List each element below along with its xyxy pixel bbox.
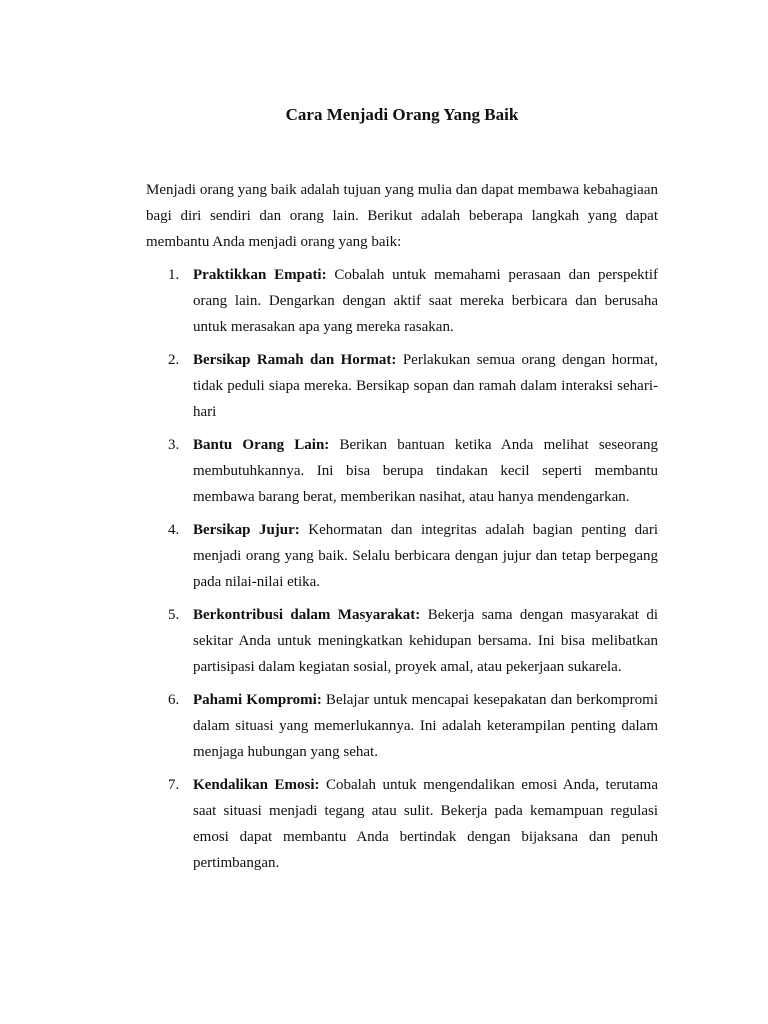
list-item-number: 1. [168, 267, 180, 283]
list-item-text: Cobalah untuk memahami perasaan dan perspektif orang lain. Dengarkan dengan aktif saat mereka berbicara dan berusaha untuk merasakan apa yang mereka rasakan. [193, 267, 658, 335]
list-item-text: Berikan bantuan ketika Anda melihat seseorang membutuhkannya. Ini bisa berupa tindakan kecil seperti membantu membawa barang berat, memberikan nasihat, atau hanya mendengarkan. [193, 437, 658, 505]
list-item-content [193, 262, 658, 340]
list-item-number: 2. [168, 352, 180, 368]
list-item-content [193, 432, 658, 510]
list-item-number: 5. [168, 607, 180, 623]
list-item-content [193, 347, 658, 425]
list-item-text: Belajar untuk mencapai kesepakatan dan berkompromi dalam situasi yang memerlukannya. Ini adalah keterampilan penting dalam menjaga hubungan yang sehat. [193, 692, 659, 760]
list-item [146, 772, 658, 876]
intro-paragraph: Menjadi orang yang baik adalah tujuan yang mulia dan dapat membawa kebahagiaan bagi diri sendiri dan orang lain. Berikut adalah beberapa langkah yang dapat membantu Anda menjadi orang yang baik: [146, 182, 658, 250]
list-item-lead: Bantu Orang Lain: [193, 437, 330, 453]
list-item-lead: Berkontribusi dalam Masyarakat: [193, 607, 421, 623]
list-item-number: 4. [168, 522, 180, 538]
document-title: Cara Menjadi Orang Yang Baik [285, 105, 519, 124]
list-item-lead: Pahami Kompromi: [193, 692, 322, 708]
list-item [146, 262, 658, 340]
list-item-content [193, 772, 658, 876]
list-item-lead: Kendalikan Emosi: [193, 777, 320, 793]
list-item-text: Bekerja sama dengan masyarakat di sekitar Anda untuk meningkatkan kehidupan bersama. Ini bisa melibatkan partisipasi dalam kegiatan sosial, proyek amal, atau pekerjaan sukarela. [193, 607, 658, 675]
list-item-text: Perlakukan semua orang dengan hormat, tidak peduli siapa mereka. Bersikap sopan dan ramah dalam interaksi sehari-hari [193, 352, 658, 420]
steps-list [146, 262, 658, 883]
list-item-lead: Bersikap Jujur: [193, 522, 300, 538]
list-item-content [193, 517, 658, 595]
list-item-number: 7. [168, 777, 180, 793]
list-item-content [193, 687, 658, 765]
list-item [146, 347, 658, 425]
list-item [146, 687, 658, 765]
list-item [146, 517, 658, 595]
list-item [146, 602, 658, 680]
list-item-number: 3. [168, 437, 180, 453]
list-item-number: 6. [168, 692, 180, 708]
list-item-text: Kehormatan dan integritas adalah bagian penting dari menjadi orang yang baik. Selalu berbicara dengan jujur dan tetap berpegang pada nilai-nilai etika. [193, 522, 658, 590]
list-item-content [193, 602, 658, 680]
list-item-text: Cobalah untuk mengendalikan emosi Anda, terutama saat situasi menjadi tegang atau sulit. Bekerja pada kemampuan regulasi emosi dapat membantu Anda bertindak dengan bijaksana dan penuh pertimbangan. [193, 777, 658, 871]
list-item-lead: Praktikkan Empati: [193, 267, 327, 283]
list-item [146, 432, 658, 510]
list-item-lead: Bersikap Ramah dan Hormat: [193, 352, 397, 368]
